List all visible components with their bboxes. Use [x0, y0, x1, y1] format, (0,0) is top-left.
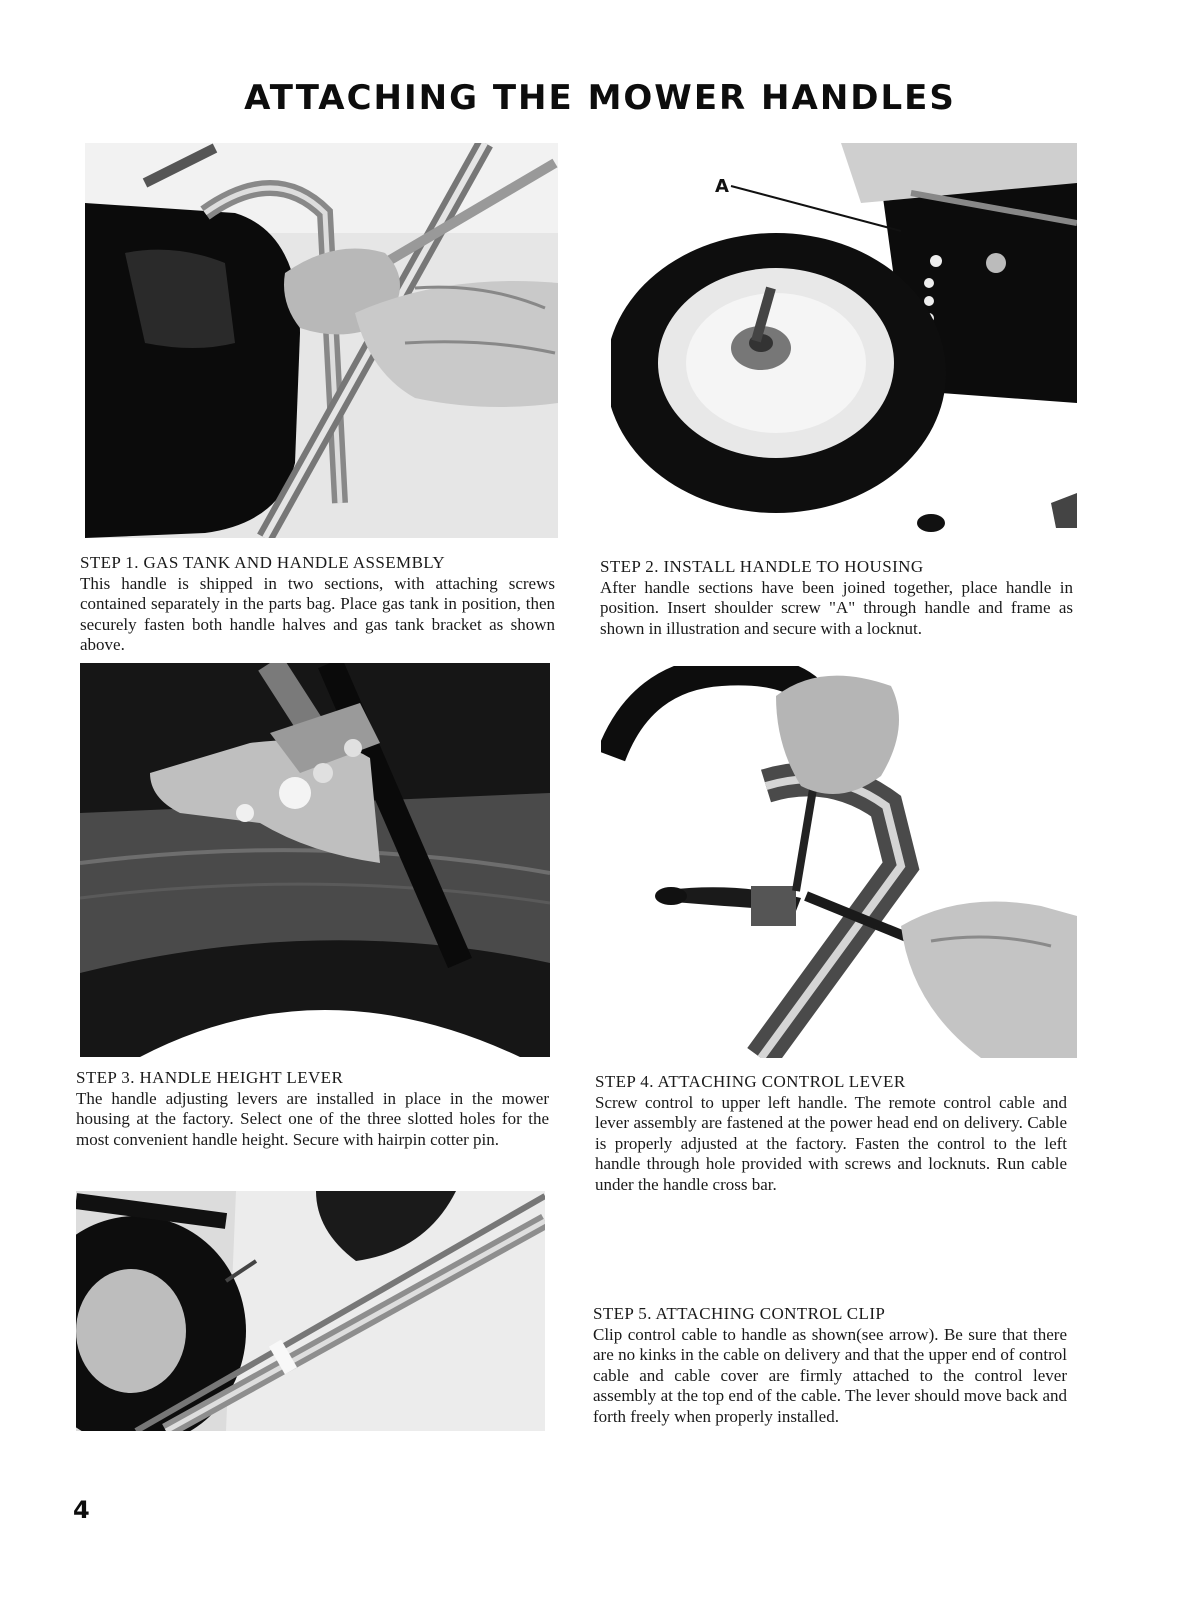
photo-gas-tank-handle-assembly — [85, 143, 558, 538]
step-3-heading: STEP 3. HANDLE HEIGHT LEVER — [76, 1068, 344, 1087]
step-4-heading: STEP 4. ATTACHING CONTROL LEVER — [595, 1072, 906, 1091]
callout-label-a: A — [715, 176, 729, 197]
page-number: 4 — [73, 1496, 90, 1524]
step-1-body: This handle is shipped in two sections, with attaching screws contained separately in the parts bag. Place gas tank in position, then securely fasten both handle halves and gas tank bracket as shown above. — [80, 573, 555, 654]
step-3-body: The handle adjusting levers are installed in place in the mower housing at the factory. Select one of the three slotted holes for the most convenient handle height. Secure with hairpin cotter pin. — [76, 1088, 549, 1149]
step-4 — [595, 1072, 1067, 1195]
photo-handle-to-housing — [611, 143, 1077, 538]
step-1 — [80, 553, 555, 656]
step-2-body: After handle sections have been joined together, place handle in position. Insert shoulder screw "A" through handle and frame as shown in illustration and secure with a locknut. — [600, 577, 1073, 638]
photo-handle-height-lever — [80, 663, 550, 1057]
step-2 — [600, 557, 1073, 639]
step-5-heading: STEP 5. ATTACHING CONTROL CLIP — [593, 1304, 886, 1323]
photo-control-lever — [601, 666, 1077, 1058]
step-5 — [593, 1304, 1067, 1427]
step-4-body: Screw control to upper left handle. The remote control cable and lever assembly are fastened at the power head end on delivery. Cable is properly adjusted at the factory. Fasten the control to the left handle through hole provided with screws and locknuts. Run cable under the handle cross bar. — [595, 1092, 1067, 1194]
step-2-heading: STEP 2. INSTALL HANDLE TO HOUSING — [600, 557, 924, 576]
page-title: ATTACHING THE MOWER HANDLES — [244, 78, 956, 118]
step-3 — [76, 1068, 549, 1150]
photo-control-clip — [76, 1191, 545, 1431]
step-1-heading: STEP 1. GAS TANK AND HANDLE ASSEMBLY — [80, 553, 446, 572]
step-5-body: Clip control cable to handle as shown(see arrow). Be sure that there are no kinks in the cable on delivery and that the upper end of control cable and cable cover are firmly attached to the control lever assembly at the top end of the cable. The lever should move back and forth freely when properly installed. — [593, 1324, 1067, 1426]
